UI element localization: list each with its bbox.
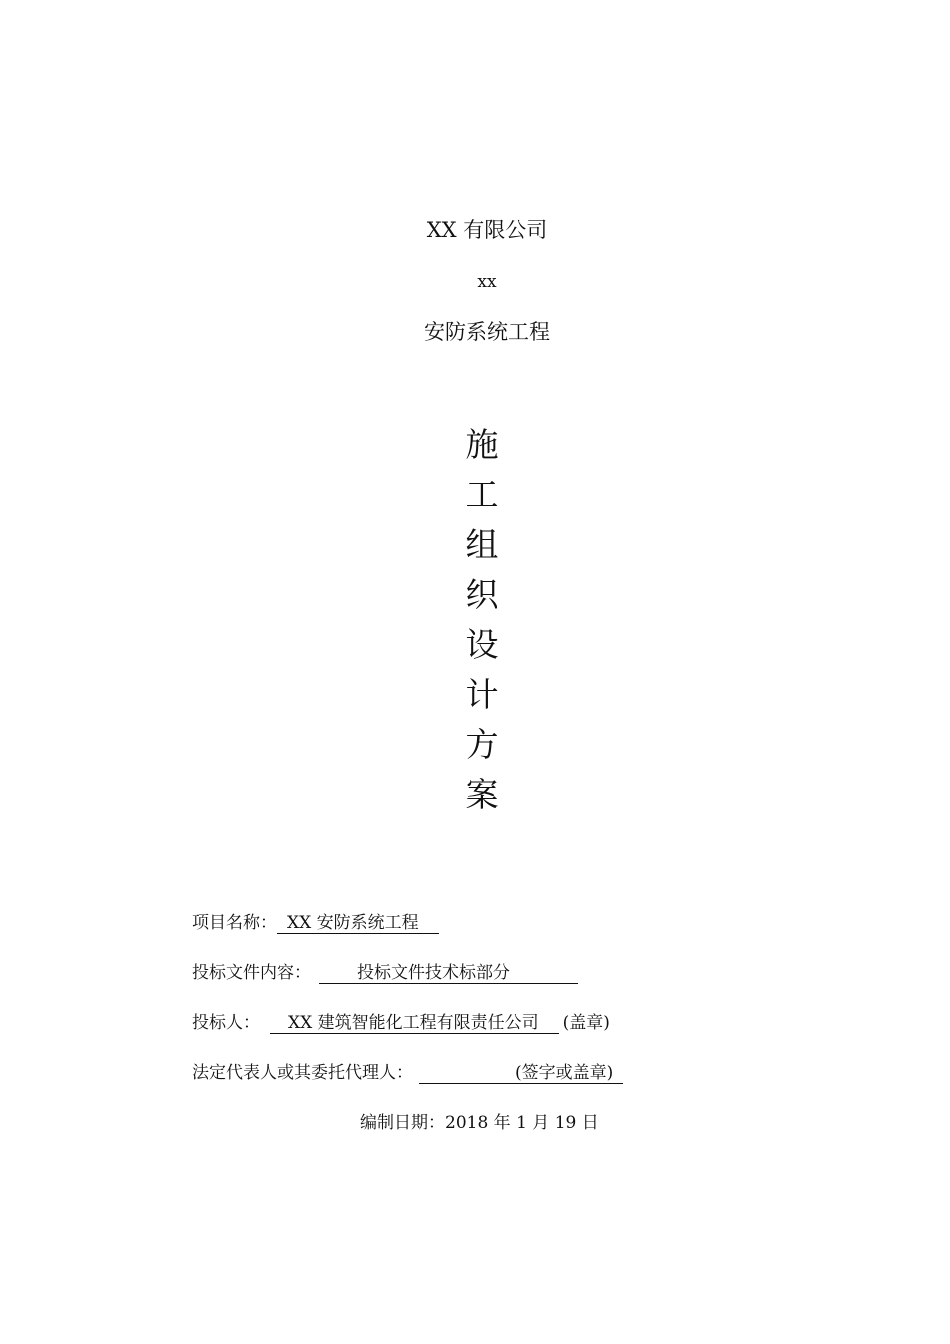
representative-value: (签字或盖章): [419, 1063, 623, 1084]
project-name-label: 项目名称：: [192, 913, 277, 933]
bidder-value: XX 建筑智能化工程有限责任公司: [270, 1013, 559, 1034]
compile-date: 编制日期：2018 年 1 月 19 日: [360, 1113, 599, 1133]
title-char: 织: [465, 575, 499, 614]
bidder-stamp-note: (盖章): [562, 1013, 610, 1033]
title-char: 计: [465, 675, 499, 714]
title-char: 工: [465, 475, 499, 514]
title-char: 案: [465, 775, 499, 814]
bid-content-value: 投标文件技术标部分: [319, 963, 578, 984]
representative-row: [192, 1058, 623, 1084]
document-title-vertical: [462, 420, 502, 820]
bid-content-row: [192, 958, 578, 984]
title-char: 施: [465, 425, 499, 464]
document-code: xx: [477, 272, 497, 292]
bid-content-label: 投标文件内容：: [192, 963, 311, 983]
company-name: XX 有限公司: [426, 218, 548, 242]
project-name-value: XX 安防系统工程: [277, 913, 439, 934]
title-char: 设: [465, 625, 499, 664]
project-name-row: [192, 908, 439, 934]
bidder-row: [192, 1008, 610, 1034]
bidder-label: 投标人：: [192, 1013, 260, 1033]
title-char: 方: [465, 725, 499, 764]
title-char: 组: [465, 525, 499, 564]
project-title: 安防系统工程: [424, 320, 550, 344]
representative-label: 法定代表人或其委托代理人：: [192, 1063, 413, 1083]
